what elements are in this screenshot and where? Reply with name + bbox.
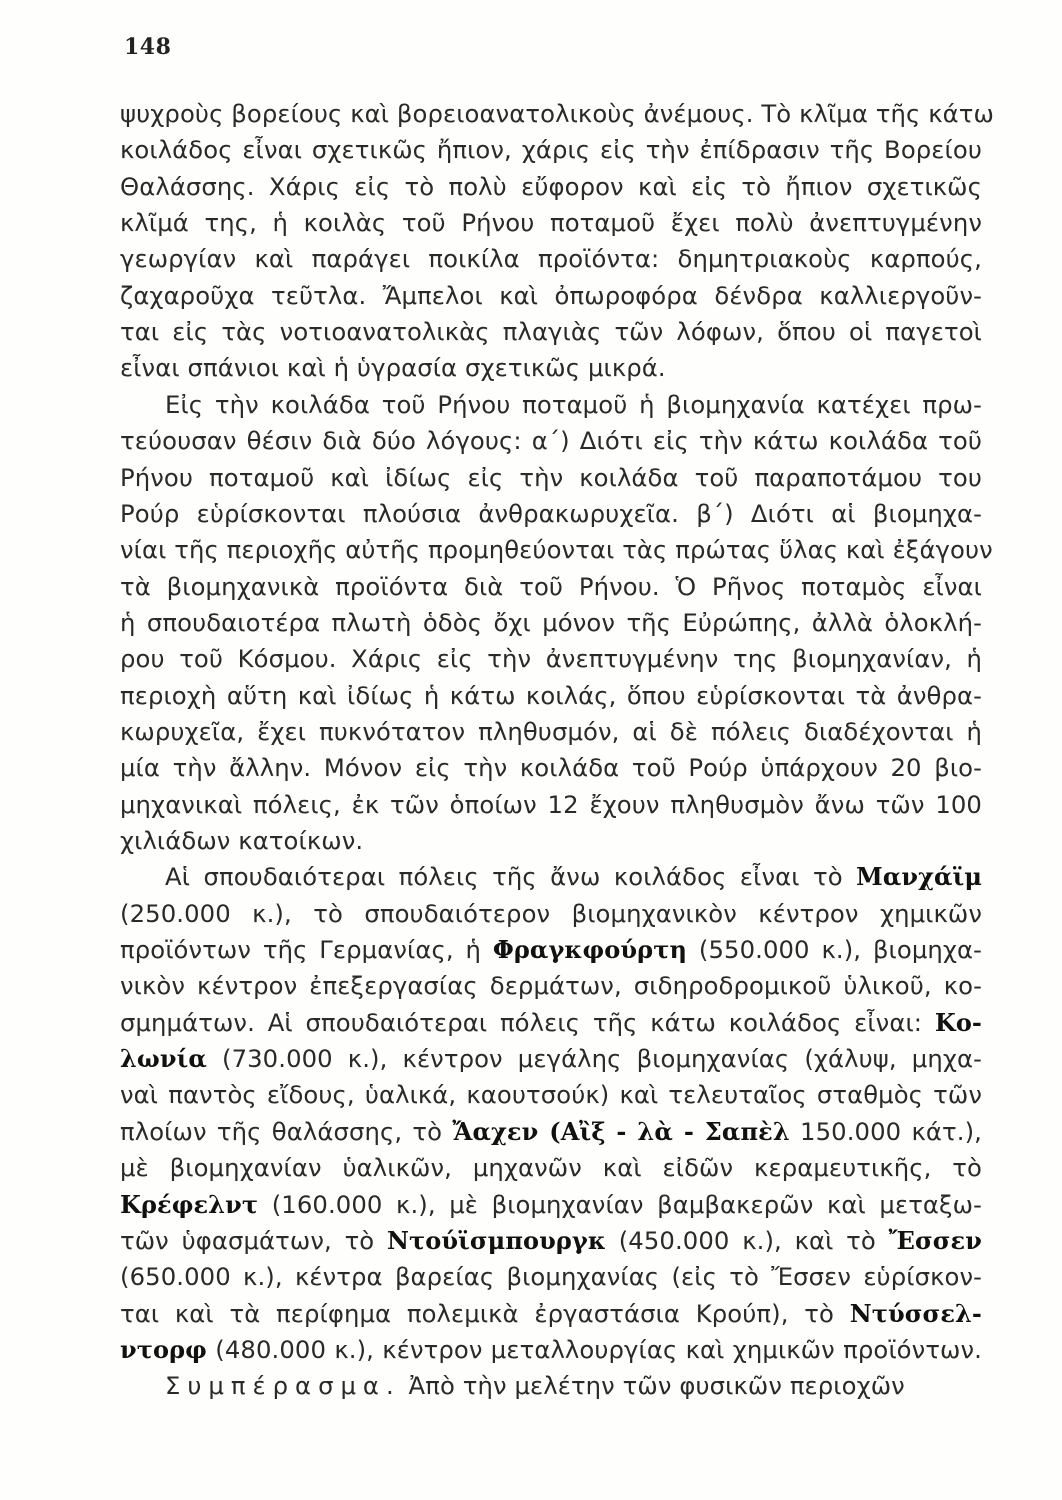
text-run: Ἀπὸ τὴν μελέτην τῶν φυσικῶν περιοχῶν (400, 1371, 905, 1401)
city-name: Φραγκφούρτη (492, 935, 688, 965)
city-name: Ντύσσελ- (849, 1298, 982, 1328)
text-run: 150.000 κάτ.), (789, 1116, 982, 1146)
text-run: (160.000 κ.), μὲ βιομηχανίαν βαμβακερῶν καὶ μεταξω- (258, 1189, 982, 1219)
text-line: περιοχὴ αὕτη καὶ ἰδίως ἡ κάτω κοιλάς, ὅπου εὑρίσκονται τὰ ἀνθρα- (120, 680, 982, 710)
text-line (120, 1041, 982, 1077)
text-line: ρου τοῦ Κόσμου. Χάρις εἰς τὴν ἀνεπτυγμένην της βιομηχανίαν, ἡ (120, 644, 982, 674)
text-line: κλῖμά της, ἡ κοιλὰς τοῦ Ρήνου ποταμοῦ ἔχει πολὺ ἀνεπτυγμένην (120, 208, 982, 238)
text-line (120, 1296, 982, 1332)
text-run: τῶν ὑφασμάτων, τὸ (120, 1225, 388, 1255)
text-line: ναὶ παντὸς εἴδους, ὑαλικά, καουτσούκ) καὶ τελευταῖος σταθμὸς τῶν (120, 1080, 982, 1110)
text-run: (550.000 κ.), βιομηχα- (687, 935, 983, 965)
city-name: ντορφ (120, 1334, 207, 1364)
text-line: κωρυχεῖα, ἔχει πυκνότατον πληθυσμόν, αἱ δὲ πόλεις διαδέχονται ἡ (120, 716, 982, 746)
city-name: λωνία (120, 1044, 207, 1074)
text-line: Θαλάσσης. Χάρις εἰς τὸ πολὺ εὔφορον καὶ εἰς τὸ ἤπιον σχετικῶς (120, 171, 982, 201)
text-run: σμημάτων. Αἱ σπουδαιότεραι πόλεις τῆς κάτω κοιλάδος εἶναι: (120, 1007, 935, 1037)
text-line: ἡ σπουδαιοτέρα πλωτὴ ὁδὸς ὄχι μόνον τῆς Εὐρώπης, ἀλλὰ ὁλοκλή- (120, 607, 982, 637)
text-line: νίαι τῆς περιοχῆς αὐτῆς προμηθεύονται τὰς πρώτας ὕλας καὶ ἐξάγουν (120, 535, 993, 565)
text-line: μηχανικαὶ πόλεις, ἐκ τῶν ὁποίων 12 ἔχουν πληθυσμὸν ἄνω τῶν 100 (120, 789, 982, 819)
city-name: Κρέφελντ (120, 1189, 259, 1219)
text-line: (650.000 κ.), κέντρα βαρείας βιομηχανίας (εἰς τὸ Ἔσσεν εὑρίσκον- (120, 1262, 982, 1292)
text-line: μία τὴν ἄλλην. Μόνον εἰς τὴν κοιλάδα τοῦ Ρούρ ὑπάρχουν 20 βιο- (120, 753, 982, 783)
text-line: ται εἰς τὰς νοτιοανατολικὰς πλαγιὰς τῶν λόφων, ὅπου οἱ παγετοὶ (120, 317, 982, 347)
text-line: τεύουσαν θέσιν διὰ δύο λόγους: α΄) Διότι εἰς τὴν κάτω κοιλάδα τοῦ (120, 426, 982, 456)
text-line: Ρήνου ποταμοῦ καὶ ἰδίως εἰς τὴν κοιλάδα τοῦ παραποτάμου του (120, 462, 982, 492)
text-line (120, 1223, 982, 1259)
city-name: Ἔσσεν (888, 1225, 982, 1255)
page-number: 148 (124, 34, 172, 60)
text-run: (730.000 κ.), κέντρον μεγάλης βιομηχανίας (χάλυψ, μηχα- (206, 1044, 982, 1074)
text-run: ται καὶ τὰ περίφημα πολεμικὰ ἐργαστάσια Κρούπ), τὸ (120, 1298, 850, 1328)
text-run: Αἱ σπουδαιότεραι πόλεις τῆς ἄνω κοιλάδος εἶναι τὸ (165, 862, 857, 892)
text-line (165, 1368, 982, 1404)
text-line: γεωργίαν καὶ παράγει ποικίλα προϊόντα: δημητριακοὺς καρπούς, (120, 244, 982, 274)
text-line: χιλιάδων κατοίκων. (120, 826, 364, 855)
text-run: (450.000 κ.), καὶ τὸ (605, 1225, 889, 1255)
city-name: Μανχάϊμ (856, 862, 982, 892)
text-line: νικὸν κέντρον ἐπεξεργασίας δερμάτων, σιδηροδρομικοῦ ὑλικοῦ, κο- (120, 971, 982, 1001)
text-line: μὲ βιομηχανίαν ὑαλικῶν, μηχανῶν καὶ εἰδῶν κεραμευτικῆς, τὸ (120, 1153, 982, 1183)
text-line (120, 1114, 982, 1150)
text-line: Ρούρ εὑρίσκονται πλούσια ἀνθρακωρυχεῖα. β΄) Διότι αἱ βιομηχα- (120, 498, 982, 528)
text-line (165, 859, 982, 895)
text-line: (250.000 κ.), τὸ σπουδαιότερον βιομηχανικὸν κέντρον χημικῶν (120, 898, 982, 928)
city-name: Κο- (934, 1007, 982, 1037)
text-run: (480.000 κ.), κέντρον μεταλλουργίας καὶ χημικῶν προϊόντων. (206, 1334, 982, 1364)
text-line (120, 1187, 982, 1223)
text-line: ζαχαροῦχα τεῦτλα. Ἄμπελοι καὶ ὀπωροφόρα δένδρα καλλιεργοῦν- (120, 280, 982, 310)
text-line: Εἰς τὴν κοιλάδα τοῦ Ρήνου ποταμοῦ ἡ βιομηχανία κατέχει πρω- (165, 389, 982, 419)
text-line (120, 932, 982, 968)
text-line: τὰ βιομηχανικὰ προϊόντα διὰ τοῦ Ρήνου. Ὁ Ρῆνος ποταμὸς εἶναι (120, 571, 982, 601)
text-line: ψυχροὺς βορείους καὶ βορειοανατολικοὺς ἀνέμους. Τὸ κλῖμα τῆς κάτω (120, 99, 994, 128)
city-name: Ἄαχεν (Αἲξ - λὰ - Σαπὲλ (452, 1116, 790, 1146)
text-line (120, 1005, 982, 1041)
text-line: κοιλάδος εἶναι σχετικῶς ἤπιον, χάρις εἰς τὴν ἐπίδρασιν τῆς Βορείου (120, 135, 982, 165)
text-line: εἶναι σπάνιοι καὶ ἡ ὑγρασία σχετικῶς μικρά. (120, 353, 666, 383)
text-run: πλοίων τῆς θαλάσσης, τὸ (120, 1116, 453, 1146)
section-heading: Συμπέρασμα. (165, 1371, 401, 1401)
city-name: Ντούϊσμπουργκ (387, 1225, 606, 1255)
text-line (120, 1332, 982, 1368)
text-run: προϊόντων τῆς Γερμανίας, ἡ (120, 935, 493, 965)
